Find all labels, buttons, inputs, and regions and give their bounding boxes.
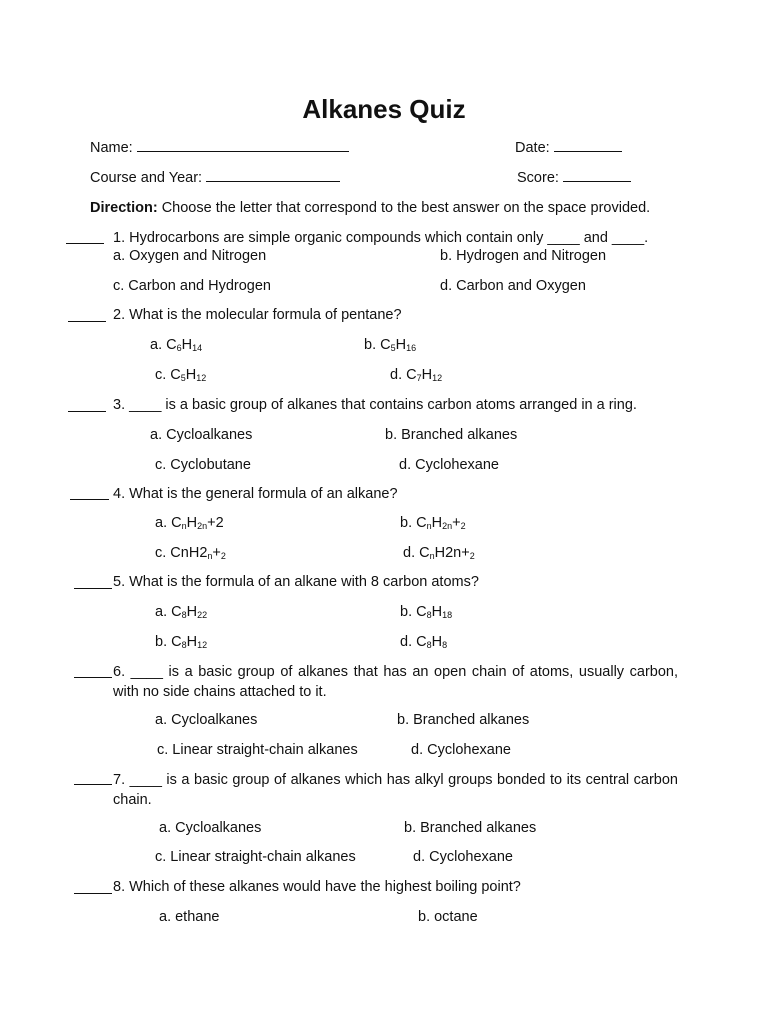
quiz-title: Alkanes Quiz [302, 94, 466, 124]
q8-choice-b: b. octane [418, 909, 478, 925]
question-3: 3. ____ is a basic group of alkanes that contains carbon atoms arranged in a ring. [113, 397, 637, 413]
question-7: 7. ____ is a basic group of alkanes which has alkyl groups bonded to its central carbon chain. [113, 772, 678, 808]
score-label: Score: [517, 170, 559, 186]
answer-blank-1[interactable] [66, 243, 104, 244]
date-label: Date: [515, 140, 550, 156]
q6-choice-c: c. Linear straight-chain alkanes [157, 742, 358, 758]
course-field[interactable] [90, 169, 340, 187]
date-field[interactable] [515, 139, 622, 157]
q3-choice-c: c. Cyclobutane [155, 457, 251, 473]
answer-blank-2[interactable] [68, 321, 106, 322]
question-8: 8. Which of these alkanes would have the highest boiling point? [113, 879, 521, 895]
q6-choice-b: b. Branched alkanes [397, 712, 530, 728]
q6-choice-a: a. Cycloalkanes [155, 712, 258, 728]
q7-choice-b: b. Branched alkanes [404, 820, 537, 836]
name-label: Name: [90, 140, 133, 156]
q3-choice-a: a. Cycloalkanes [150, 427, 253, 443]
direction-text: Choose the letter that correspond to the best answer on the space provided. [161, 200, 651, 216]
question-1: 1. Hydrocarbons are simple organic compounds which contain only ____ and ____. [113, 230, 649, 246]
q5-choice-d: d. $C_8H_8$ [400, 634, 448, 650]
answer-blank-4[interactable] [70, 499, 109, 500]
q5-choice-b: b. $C_8H_{18}$ [400, 604, 453, 620]
q4-choice-b: b. $C_nH_{2n}+_2$ [400, 515, 466, 531]
q4-choice-a: a. $C_nH_{2n}+2$ [155, 515, 224, 531]
q7-choice-c: c. Linear straight-chain alkanes [155, 849, 356, 865]
q2-choice-c: c. $C_5H_{12}$ [155, 367, 207, 383]
q3-choice-d: d. Cyclohexane [399, 457, 499, 473]
name-blank[interactable] [137, 140, 349, 152]
q1-choice-d: d. Carbon and Oxygen [440, 278, 586, 294]
course-label: Course and Year: [90, 170, 203, 186]
answer-blank-7[interactable] [74, 784, 112, 785]
direction [90, 199, 650, 217]
question-6: 6. ____ is a basic group of alkanes that has an open chain of atoms, usually carbon, with no side chains attached to it. [113, 664, 678, 700]
q8-choice-a: a. ethane [159, 909, 220, 925]
q7-choice-d: d. Cyclohexane [413, 849, 513, 865]
q6-choice-d: d. Cyclohexane [411, 742, 511, 758]
q2-choice-d: d. $C_7H_{12}$ [390, 367, 443, 383]
score-field[interactable] [517, 169, 631, 187]
name-field[interactable] [90, 139, 349, 157]
question-5: 5. What is the formula of an alkane with 8 carbon atoms? [113, 574, 479, 590]
q3-choice-b: b. Branched alkanes [385, 427, 518, 443]
q5-choice-c: b. $C_8H_{12}$ [155, 634, 208, 650]
q5-choice-a: a. $C_8H_{22}$ [155, 604, 208, 620]
q1-choice-c: c. Carbon and Hydrogen [113, 278, 271, 294]
q2-choice-a: a. $C_6H_{14}$ [150, 337, 203, 353]
answer-blank-8[interactable] [74, 893, 112, 894]
question-4: 4. What is the general formula of an alkane? [113, 486, 398, 502]
date-blank[interactable] [554, 140, 622, 152]
score-blank[interactable] [563, 170, 631, 182]
question-2: 2. What is the molecular formula of pentane? [113, 307, 402, 323]
q4-choice-d: d. $C_nH2n+_2$ [403, 545, 475, 561]
q4-choice-c: c. $CnH2_n+_2$ [155, 545, 226, 561]
q1-choice-b: b. Hydrogen and Nitrogen [440, 248, 607, 264]
course-blank[interactable] [206, 170, 340, 182]
direction-label: Direction: [90, 200, 158, 216]
answer-blank-6[interactable] [74, 677, 112, 678]
q1-choice-a: a. Oxygen and Nitrogen [113, 248, 267, 264]
q2-choice-b: b. $C_5H_{16}$ [364, 337, 417, 353]
answer-blank-3[interactable] [68, 411, 106, 412]
answer-blank-5[interactable] [74, 588, 112, 589]
q7-choice-a: a. Cycloalkanes [159, 820, 262, 836]
